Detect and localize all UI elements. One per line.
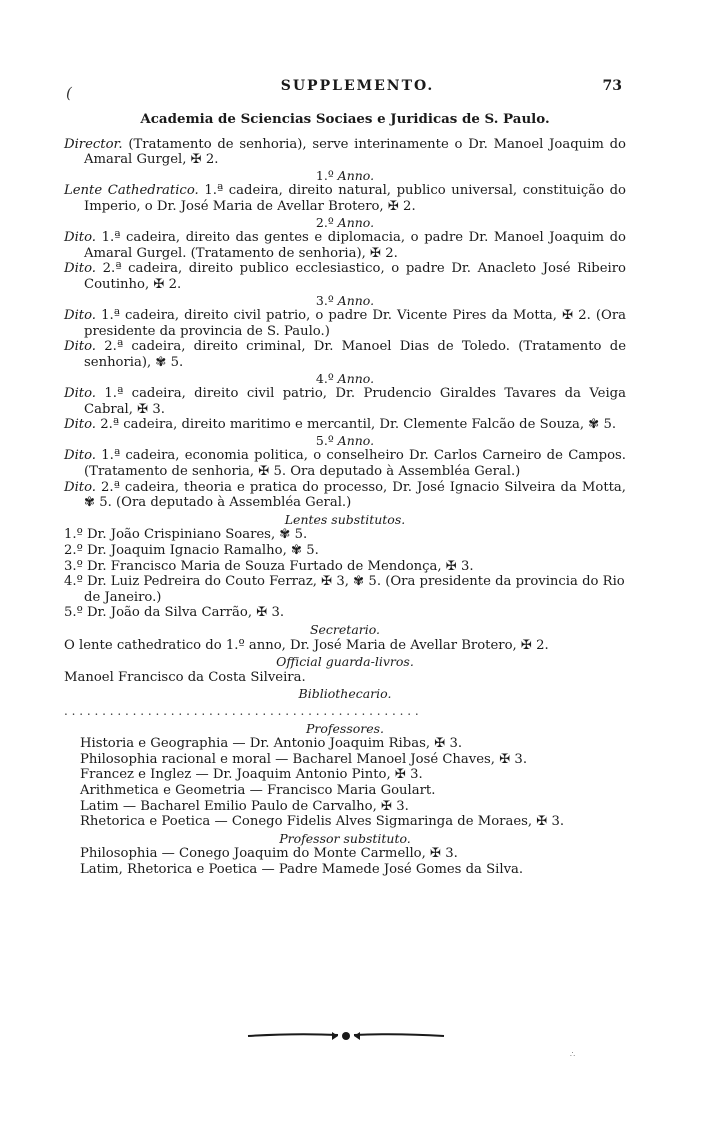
lente-entry bbox=[64, 183, 626, 214]
section-title-substitutos: Lentes substitutos. bbox=[284, 511, 406, 527]
list-item: Latim — Bacharel Emilio Paulo de Carvalho, ✠ 3. bbox=[80, 798, 409, 814]
secretario-text: O lente cathedratico do 1.º anno, Dr. José Maria de Avellar Brotero, ✠ 2. bbox=[64, 637, 549, 653]
entry-text: 2.ª cadeira, direito publico ecclesiastico, o padre Dr. Anacleto José Ribeiro Coutinho, ✠ 2. bbox=[84, 261, 626, 292]
director-entry bbox=[64, 137, 626, 168]
lente-entry bbox=[64, 230, 626, 261]
lente-entry bbox=[64, 480, 626, 511]
running-header bbox=[0, 78, 715, 98]
year-number: 1.º bbox=[315, 167, 338, 183]
entry-role: Dito. bbox=[64, 339, 96, 355]
list-item: Philosophia racional e moral — Bacharel Manoel José Chaves, ✠ 3. bbox=[80, 751, 528, 767]
entry-text: 1.ª cadeira, direito civil patrio, Dr. Prudencio Giraldes Tavares da Veiga Cabral, ✠ 3. bbox=[84, 386, 626, 417]
year-label bbox=[64, 371, 626, 387]
list-item: Historia e Geographia — Dr. Antonio Joaquim Ribas, ✠ 3. bbox=[80, 736, 463, 752]
list-item: Rhetorica e Poetica — Conego Fidelis Alves Sigmaringa de Moraes, ✠ 3. bbox=[80, 814, 565, 830]
ink-speck: ∴ bbox=[570, 1050, 576, 1059]
year-number: 5.º bbox=[315, 432, 338, 448]
list-item: 3.º Dr. Francisco Maria de Souza Furtado de Mendonça, ✠ 3. bbox=[64, 558, 474, 574]
list-item: 5.º Dr. João da Silva Carrão, ✠ 3. bbox=[64, 605, 285, 621]
year-word: Anno. bbox=[337, 292, 375, 308]
year-number: 4.º bbox=[315, 370, 338, 386]
section-title-professores: Professores. bbox=[305, 720, 385, 736]
lente-entry bbox=[64, 339, 626, 370]
lente-entry bbox=[64, 417, 626, 433]
running-title: SUPPLEMENTO. bbox=[280, 78, 435, 94]
entry-role: Dito. bbox=[64, 261, 96, 277]
entry-text: 2.ª cadeira, theoria e pratica do processo, Dr. José Ignacio Silveira da Motta, ✾ 5. (Ora deputado à Assembléa Geral.) bbox=[84, 479, 626, 511]
list-item: Francez e Inglez — Dr. Joaquim Antonio Pinto, ✠ 3. bbox=[80, 767, 423, 783]
entry-text: 1.ª cadeira, economia politica, o conselheiro Dr. Carlos Carneiro de Campos. (Tratamento de senhoria, ✠ 5. Ora deputado à Assembléa Geral.) bbox=[84, 448, 626, 480]
year-word: Anno. bbox=[337, 370, 375, 386]
page-heading: Academia de Sciencias Sociaes e Juridicas de S. Paulo. bbox=[140, 111, 550, 127]
list-item: Philosophia — Conego Joaquim do Monte Carmello, ✠ 3. bbox=[80, 846, 458, 862]
year-label bbox=[64, 215, 626, 231]
year-number: 3.º bbox=[315, 292, 338, 308]
guarda-livros-text: Manoel Francisco da Costa Silveira. bbox=[64, 669, 306, 685]
decorative-rule-ornament bbox=[246, 1029, 446, 1043]
list-item: 2.º Dr. Joaquim Ignacio Ramalho, ✾ 5. bbox=[64, 543, 319, 559]
year-number: 2.º bbox=[315, 214, 338, 230]
page-number: 73 bbox=[602, 78, 622, 94]
entry-role: Dito. bbox=[64, 230, 96, 246]
entry-role: Dito. bbox=[64, 448, 96, 464]
dotted-leader: . . . . . . . . . . . . . . . . . . . . . . . . . . . . . . . . . . . . . . . . . . . . . . . bbox=[64, 703, 419, 718]
entry-text: 2.ª cadeira, direito maritimo e mercantil, Dr. Clemente Falcão de Souza, ✾ 5. bbox=[96, 417, 617, 433]
entry-text: (Tratamento de senhoria), serve interinamente o Dr. Manoel Joaquim do Amaral Gurgel, ✠ 2. bbox=[84, 136, 626, 168]
lente-entry bbox=[64, 261, 626, 292]
section-title-bibliothecario: Bibliothecario. bbox=[298, 686, 392, 702]
section-title-secretario: Secretario. bbox=[309, 622, 381, 637]
page-body bbox=[64, 112, 626, 878]
entry-text: 1.ª cadeira, direito das gentes e diplomacia, o padre Dr. Manoel Joaquim do Amaral Gurgel. (Tratamento de senhoria), ✠ 2. bbox=[84, 230, 626, 261]
entry-role: Director. bbox=[64, 136, 123, 152]
margin-mark: ( bbox=[66, 84, 72, 102]
entry-role: Dito. bbox=[64, 479, 96, 495]
list-item: 1.º Dr. João Crispiniano Soares, ✾ 5. bbox=[64, 527, 308, 543]
year-word: Anno. bbox=[337, 167, 375, 183]
list-item: 4.º Dr. Luiz Pedreira do Couto Ferraz, ✠ 3, ✾ 5. (Ora presidente da provincia do Rio de Janeiro.) bbox=[64, 574, 625, 605]
entry-text: 1.ª cadeira, direito natural, publico universal, constituição do Imperio, o Dr. José Maria de Avellar Brotero, ✠ 2. bbox=[84, 183, 626, 214]
entry-role: Dito. bbox=[64, 417, 96, 433]
section-title-guarda-livros: Official guarda-livros. bbox=[276, 654, 414, 670]
year-word: Anno. bbox=[337, 432, 375, 448]
entry-text: 2.ª cadeira, direito criminal, Dr. Manoel Dias de Toledo. (Tratamento de senhoria), ✾ 5. bbox=[84, 339, 626, 370]
entry-role: Dito. bbox=[64, 308, 96, 324]
lente-entry bbox=[64, 308, 626, 339]
entry-role: Dito. bbox=[64, 386, 96, 402]
list-item: Arithmetica e Geometria — Francisco Maria Goulart. bbox=[80, 782, 436, 798]
section-title-professor-substituto: Professor substituto. bbox=[279, 830, 411, 846]
year-label bbox=[64, 293, 626, 309]
year-label bbox=[64, 168, 626, 184]
lente-entry bbox=[64, 448, 626, 479]
lente-entry bbox=[64, 386, 626, 417]
entry-text: 1.ª cadeira, direito civil patrio, o padre Dr. Vicente Pires da Motta, ✠ 2. (Ora presidente da provincia de S. Paulo.) bbox=[84, 308, 626, 339]
list-item: Latim, Rhetorica e Poetica — Padre Mamede José Gomes da Silva. bbox=[80, 861, 524, 877]
year-label bbox=[64, 433, 626, 449]
year-word: Anno. bbox=[337, 214, 375, 230]
entry-role: Lente Cathedratico. bbox=[64, 183, 199, 199]
